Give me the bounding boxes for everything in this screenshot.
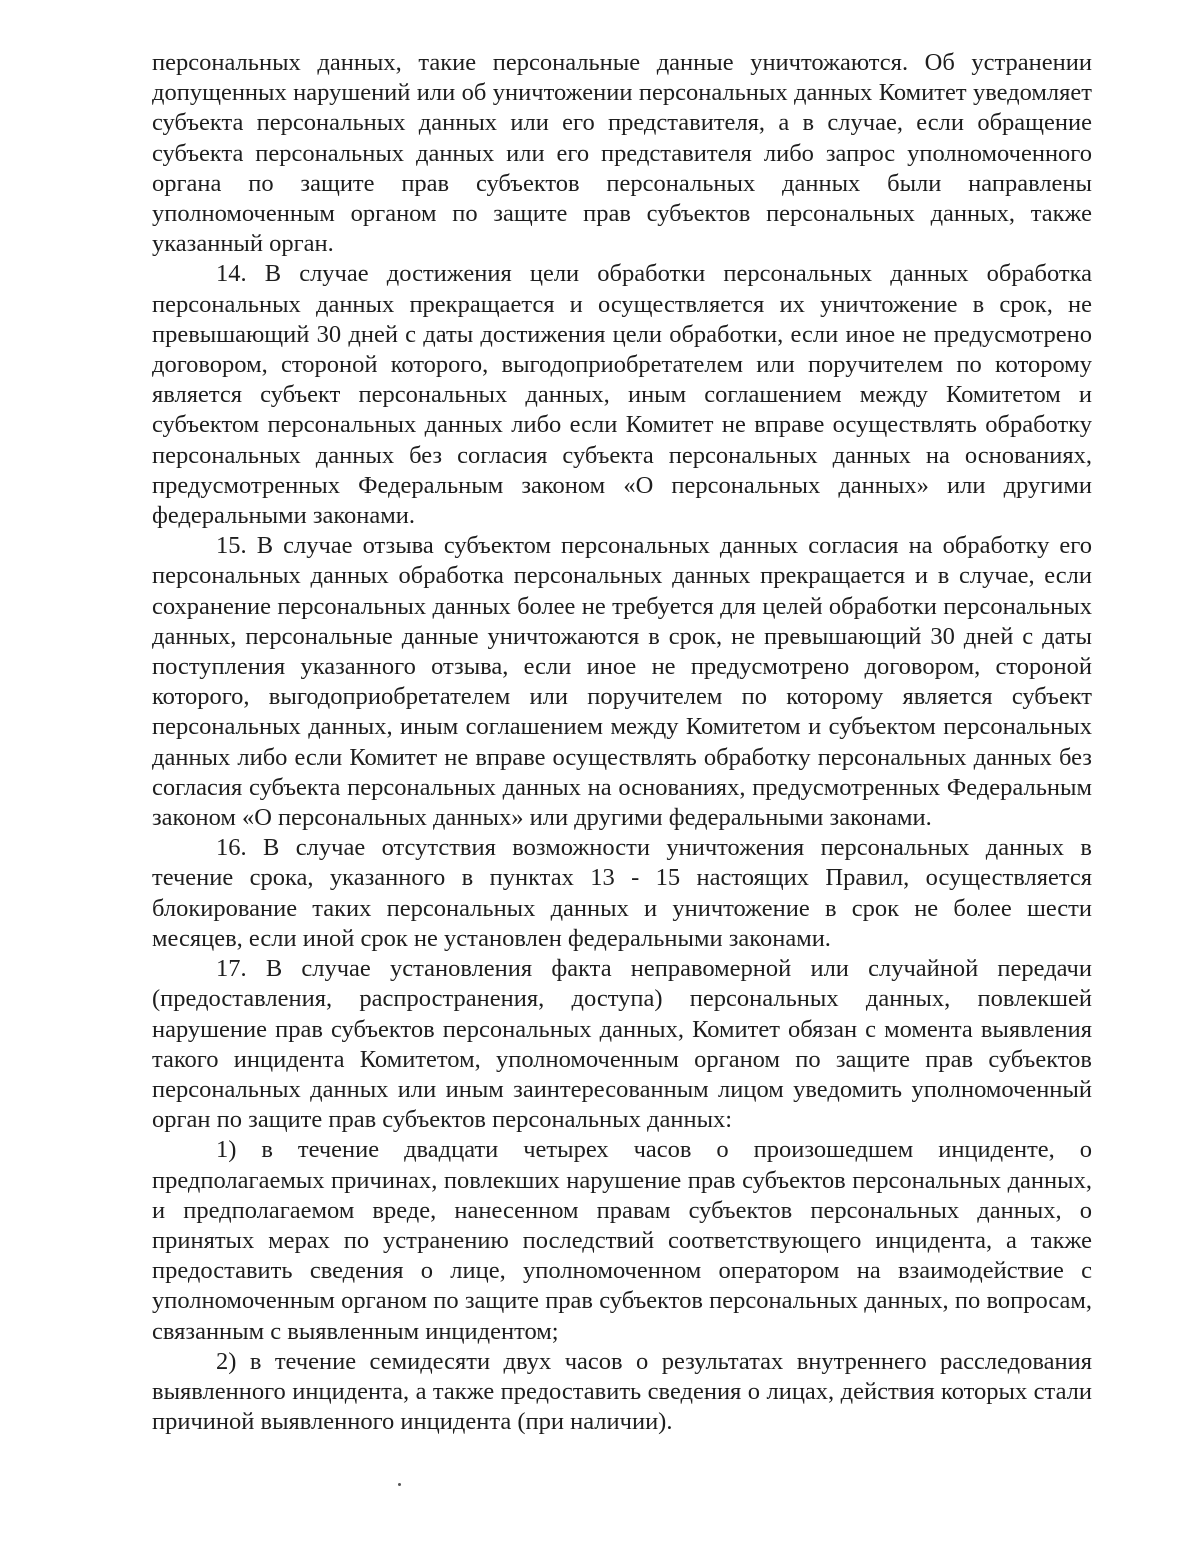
subitem-1: 1) в течение двадцати четырех часов о произошедшем инциденте, о предполагаемых причинах, повлекших нарушение прав субъектов персональных данных, и предполагаемом вреде, нанесенном правам субъектов персональных данных, о принятых мерах по устранению последствий соответствующего инцидента, а также предоставить сведения о лице, уполномоченном оператором на взаимодействие с уполномоченным органом по защите прав субъектов персональных данных, по вопросам, связанным с выявленным инцидентом;: [152, 1136, 1092, 1345]
paragraph-item-15: 15. В случае отзыва субъектом персональных данных согласия на обработку его персональных данных обработка персональных данных прекращается и в случае, если сохранение персональных данных более не требуется для целей обработки персональных данных, персональные данные уничтожаются в срок, не превышающий 30 дней с даты поступления указанного отзыва, если иное не предусмотрено договором, стороной которого, выгодоприобретателем или поручителем по которому является субъект персональных данных, иным соглашением между Комитетом и субъектом персональных данных либо если Комитет не вправе осуществлять обработку персональных данных без согласия субъекта персональных данных на основаниях, предусмотренных Федеральным законом «О персональных данных» или другими федеральными законами.: [152, 532, 1092, 832]
paragraph-item-16: 16. В случае отсутствия возможности уничтожения персональных данных в течение срока, указанного в пунктах 13 - 15 настоящих Правил, осуществляется блокирование таких персональных данных и уничтожение в срок не более шести месяцев, если иной срок не установлен федеральными законами.: [152, 834, 1092, 952]
scan-speck: [398, 1483, 401, 1486]
document-page: [152, 48, 1092, 1437]
subitem-2: 2) в течение семидесяти двух часов о результатах внутреннего расследования выявленного инцидента, а также предоставить сведения о лицах, действия которых стали причиной выявленного инцидента (при наличии).: [152, 1347, 1092, 1436]
paragraph-item-17: 17. В случае установления факта неправомерной или случайной передачи (предоставления, распространения, доступа) персональных данных, повлекшей нарушение прав субъектов персональных данных, Комитет обязан с момента выявления такого инцидента Комитетом, уполномоченным органом по защите прав субъектов персональных данных или иным заинтересованным лицом уведомить уполномоченный орган по защите прав субъектов персональных данных:: [152, 955, 1092, 1134]
paragraph-continuation: персональных данных, такие персональные данные уничтожаются. Об устранении допущенных нарушений или об уничтожении персональных данных Комитет уведомляет субъекта персональных данных или его представителя, а в случае, если обращение субъекта персональных данных или его представителя либо запрос уполномоченного органа по защите прав субъектов персональных данных были направлены уполномоченным органом по защите прав субъектов персональных данных, также указанный орган.: [152, 49, 1092, 258]
paragraph-item-14: 14. В случае достижения цели обработки персональных данных обработка персональных данных прекращается и осуществляется их уничтожение в срок, не превышающий 30 дней с даты достижения цели обработки, если иное не предусмотрено договором, стороной которого, выгодоприобретателем или поручителем по которому является субъект персональных данных, иным соглашением между Комитетом и субъектом персональных данных либо если Комитет не вправе осуществлять обработку персональных данных без согласия субъекта персональных данных на основаниях, предусмотренных Федеральным законом «О персональных данных» или другими федеральными законами.: [152, 260, 1092, 530]
